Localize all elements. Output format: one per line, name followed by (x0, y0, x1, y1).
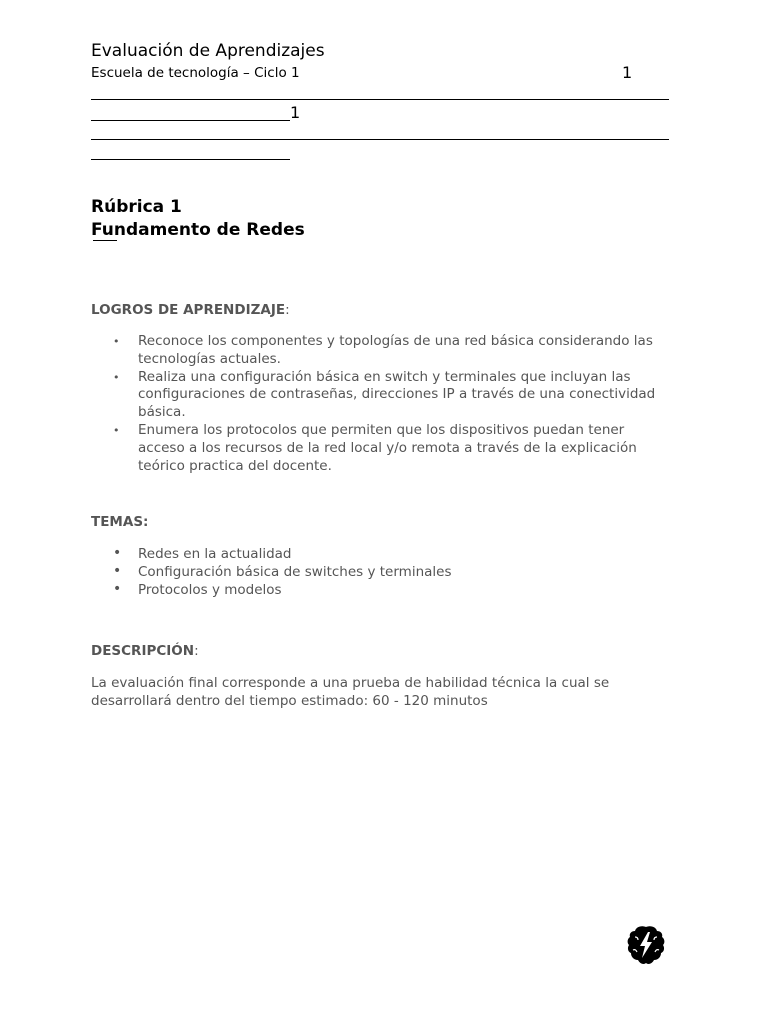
rubric-number: Rúbrica 1 (91, 197, 182, 217)
bullet-icon: • (113, 335, 120, 348)
bullet-icon: • (113, 545, 122, 561)
fill-in-line-4 (91, 159, 290, 160)
list-item: • Redes en la actualidad (113, 545, 292, 562)
bullet-icon: • (113, 562, 122, 579)
title-underline (93, 240, 117, 241)
brain-bolt-icon (626, 924, 666, 966)
bullet-icon: • (113, 423, 120, 437)
list-item: • Configuración básica de switches y terminales (113, 562, 452, 580)
temas-list (91, 546, 671, 599)
list-item: • Realiza una configuración básica en switch y terminales que incluyan las configuraciones de contraseñas, direcciones IP a través de una conectividad básica. (113, 368, 656, 421)
description-text: La evaluación final corresponde a una prueba de habilidad técnica la cual se desarrollará dentro del tiempo estimado: 60 - 120 minutos (91, 675, 610, 709)
list-item: • Enumera los protocolos que permiten que los dispositivos puedan tener acceso a los recursos de la red local y/o remota a través de la explicación teórico practica del docente. (113, 421, 637, 474)
fill-in-line-3 (91, 139, 669, 140)
logros-list (91, 333, 671, 475)
inline-number: 1 (290, 103, 301, 122)
list-item: • Reconoce los componentes y topologías de una red básica considerando las tecnologías actuales. (113, 333, 653, 367)
document-subtitle: Escuela de tecnología – Ciclo 1 (91, 65, 300, 81)
document-title: Evaluación de Aprendizajes (91, 41, 325, 61)
bullet-icon: • (113, 370, 120, 384)
logros-heading: LOGROS DE APRENDIZAJE: (91, 302, 290, 318)
bullet-icon: • (113, 580, 122, 597)
temas-heading: TEMAS: (91, 514, 149, 530)
page-number: 1 (622, 63, 633, 82)
list-item: • Protocolos y modelos (113, 580, 282, 598)
course-name: Fundamento de Redes (91, 220, 305, 240)
fill-in-line-2 (91, 120, 290, 121)
descripcion-heading: DESCRIPCIÓN: (91, 643, 199, 659)
fill-in-line-1 (91, 99, 669, 100)
